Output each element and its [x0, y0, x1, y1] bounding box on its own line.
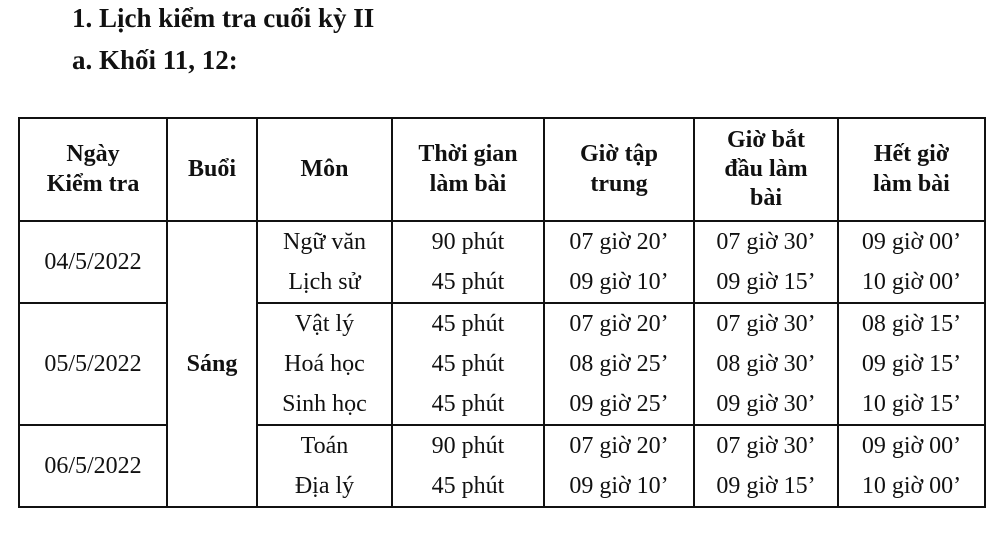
- header-line: trung: [590, 170, 648, 197]
- gather-time-value: 07 giờ 20’: [569, 229, 669, 255]
- subject-cell: [257, 425, 392, 507]
- header-line: làm bài: [429, 170, 507, 197]
- gather-time-cell: [544, 221, 694, 303]
- gather-time-cell: [544, 303, 694, 425]
- session-cell: Sáng: [167, 221, 257, 507]
- duration-cell: [392, 221, 544, 303]
- section-subtitle: a. Khối 11, 12:: [72, 45, 238, 75]
- header-line: Hết giờ: [873, 141, 950, 168]
- subject-name: Toán: [300, 433, 349, 459]
- start-time-value: 08 giờ 30’: [716, 351, 816, 377]
- table-header-row: [19, 118, 985, 221]
- table-row: [19, 303, 985, 425]
- start-time-value: 07 giờ 30’: [716, 311, 816, 337]
- end-time-value: 10 giờ 00’: [861, 269, 962, 295]
- header-gather-time: [544, 118, 694, 221]
- start-time-cell: [694, 303, 838, 425]
- duration-value: 90 phút: [431, 229, 505, 255]
- end-time-value: 09 giờ 00’: [861, 229, 962, 255]
- start-time-value: 07 giờ 30’: [716, 229, 816, 255]
- duration-value: 45 phút: [431, 269, 505, 295]
- header-session: [167, 118, 257, 221]
- start-time-value: 09 giờ 15’: [716, 473, 816, 499]
- table-row: [19, 221, 985, 303]
- header-date: [19, 118, 167, 221]
- header-end-time: [838, 118, 985, 221]
- start-time-cell: [694, 221, 838, 303]
- header-line: Kiểm tra: [46, 170, 140, 197]
- exam-schedule-table: [18, 117, 986, 508]
- duration-value: 90 phút: [431, 433, 505, 459]
- gather-time-value: 08 giờ 25’: [569, 351, 669, 377]
- end-time-cell: [838, 303, 985, 425]
- duration-cell: [392, 425, 544, 507]
- start-time-cell: [694, 425, 838, 507]
- header-line: Buổi: [187, 155, 237, 182]
- header-line: Giờ bắt: [727, 126, 805, 153]
- end-time-cell: [838, 221, 985, 303]
- gather-time-value: 09 giờ 25’: [569, 391, 669, 417]
- header-line: Thời gian: [418, 141, 518, 168]
- subject-cell: [257, 303, 392, 425]
- end-time-value: 10 giờ 00’: [861, 473, 962, 499]
- subject-cell: [257, 221, 392, 303]
- gather-time-value: 09 giờ 10’: [569, 269, 669, 295]
- header-subject: [257, 118, 392, 221]
- gather-time-value: 09 giờ 10’: [569, 473, 669, 499]
- duration-value: 45 phút: [431, 473, 505, 499]
- subject-name: Vật lý: [294, 311, 355, 337]
- subject-name: Sinh học: [282, 391, 367, 417]
- end-time-value: 08 giờ 15’: [861, 311, 962, 337]
- duration-value: 45 phút: [431, 311, 505, 337]
- gather-time-value: 07 giờ 20’: [569, 433, 669, 459]
- exam-date-cell: 04/5/2022: [19, 221, 167, 303]
- header-line: Ngày: [66, 141, 120, 168]
- exam-date-cell: 06/5/2022: [19, 425, 167, 507]
- exam-date-cell: 05/5/2022: [19, 303, 167, 425]
- subject-name: Hoá học: [284, 351, 365, 377]
- header-line: bài: [749, 185, 782, 212]
- end-time-value: 10 giờ 15’: [861, 391, 962, 417]
- header-line: Môn: [300, 155, 349, 182]
- duration-cell: [392, 303, 544, 425]
- duration-value: 45 phút: [431, 391, 505, 417]
- table-row: [19, 425, 985, 507]
- subject-name: Lịch sử: [288, 269, 361, 295]
- header-line: làm bài: [873, 170, 950, 197]
- start-time-value: 07 giờ 30’: [716, 433, 816, 459]
- header-start-time: [694, 118, 838, 221]
- subject-name: Địa lý: [294, 473, 355, 499]
- section-title: 1. Lịch kiểm tra cuối kỳ II: [72, 3, 375, 33]
- header-duration: [392, 118, 544, 221]
- end-time-value: 09 giờ 00’: [861, 433, 962, 459]
- header-line: Giờ tập: [580, 141, 658, 168]
- end-time-cell: [838, 425, 985, 507]
- duration-value: 45 phút: [431, 351, 505, 377]
- start-time-value: 09 giờ 30’: [716, 391, 816, 417]
- start-time-value: 09 giờ 15’: [716, 269, 816, 295]
- end-time-value: 09 giờ 15’: [861, 351, 962, 377]
- gather-time-cell: [544, 425, 694, 507]
- subject-name: Ngữ văn: [283, 229, 366, 255]
- header-line: đầu làm: [724, 155, 808, 182]
- gather-time-value: 07 giờ 20’: [569, 311, 669, 337]
